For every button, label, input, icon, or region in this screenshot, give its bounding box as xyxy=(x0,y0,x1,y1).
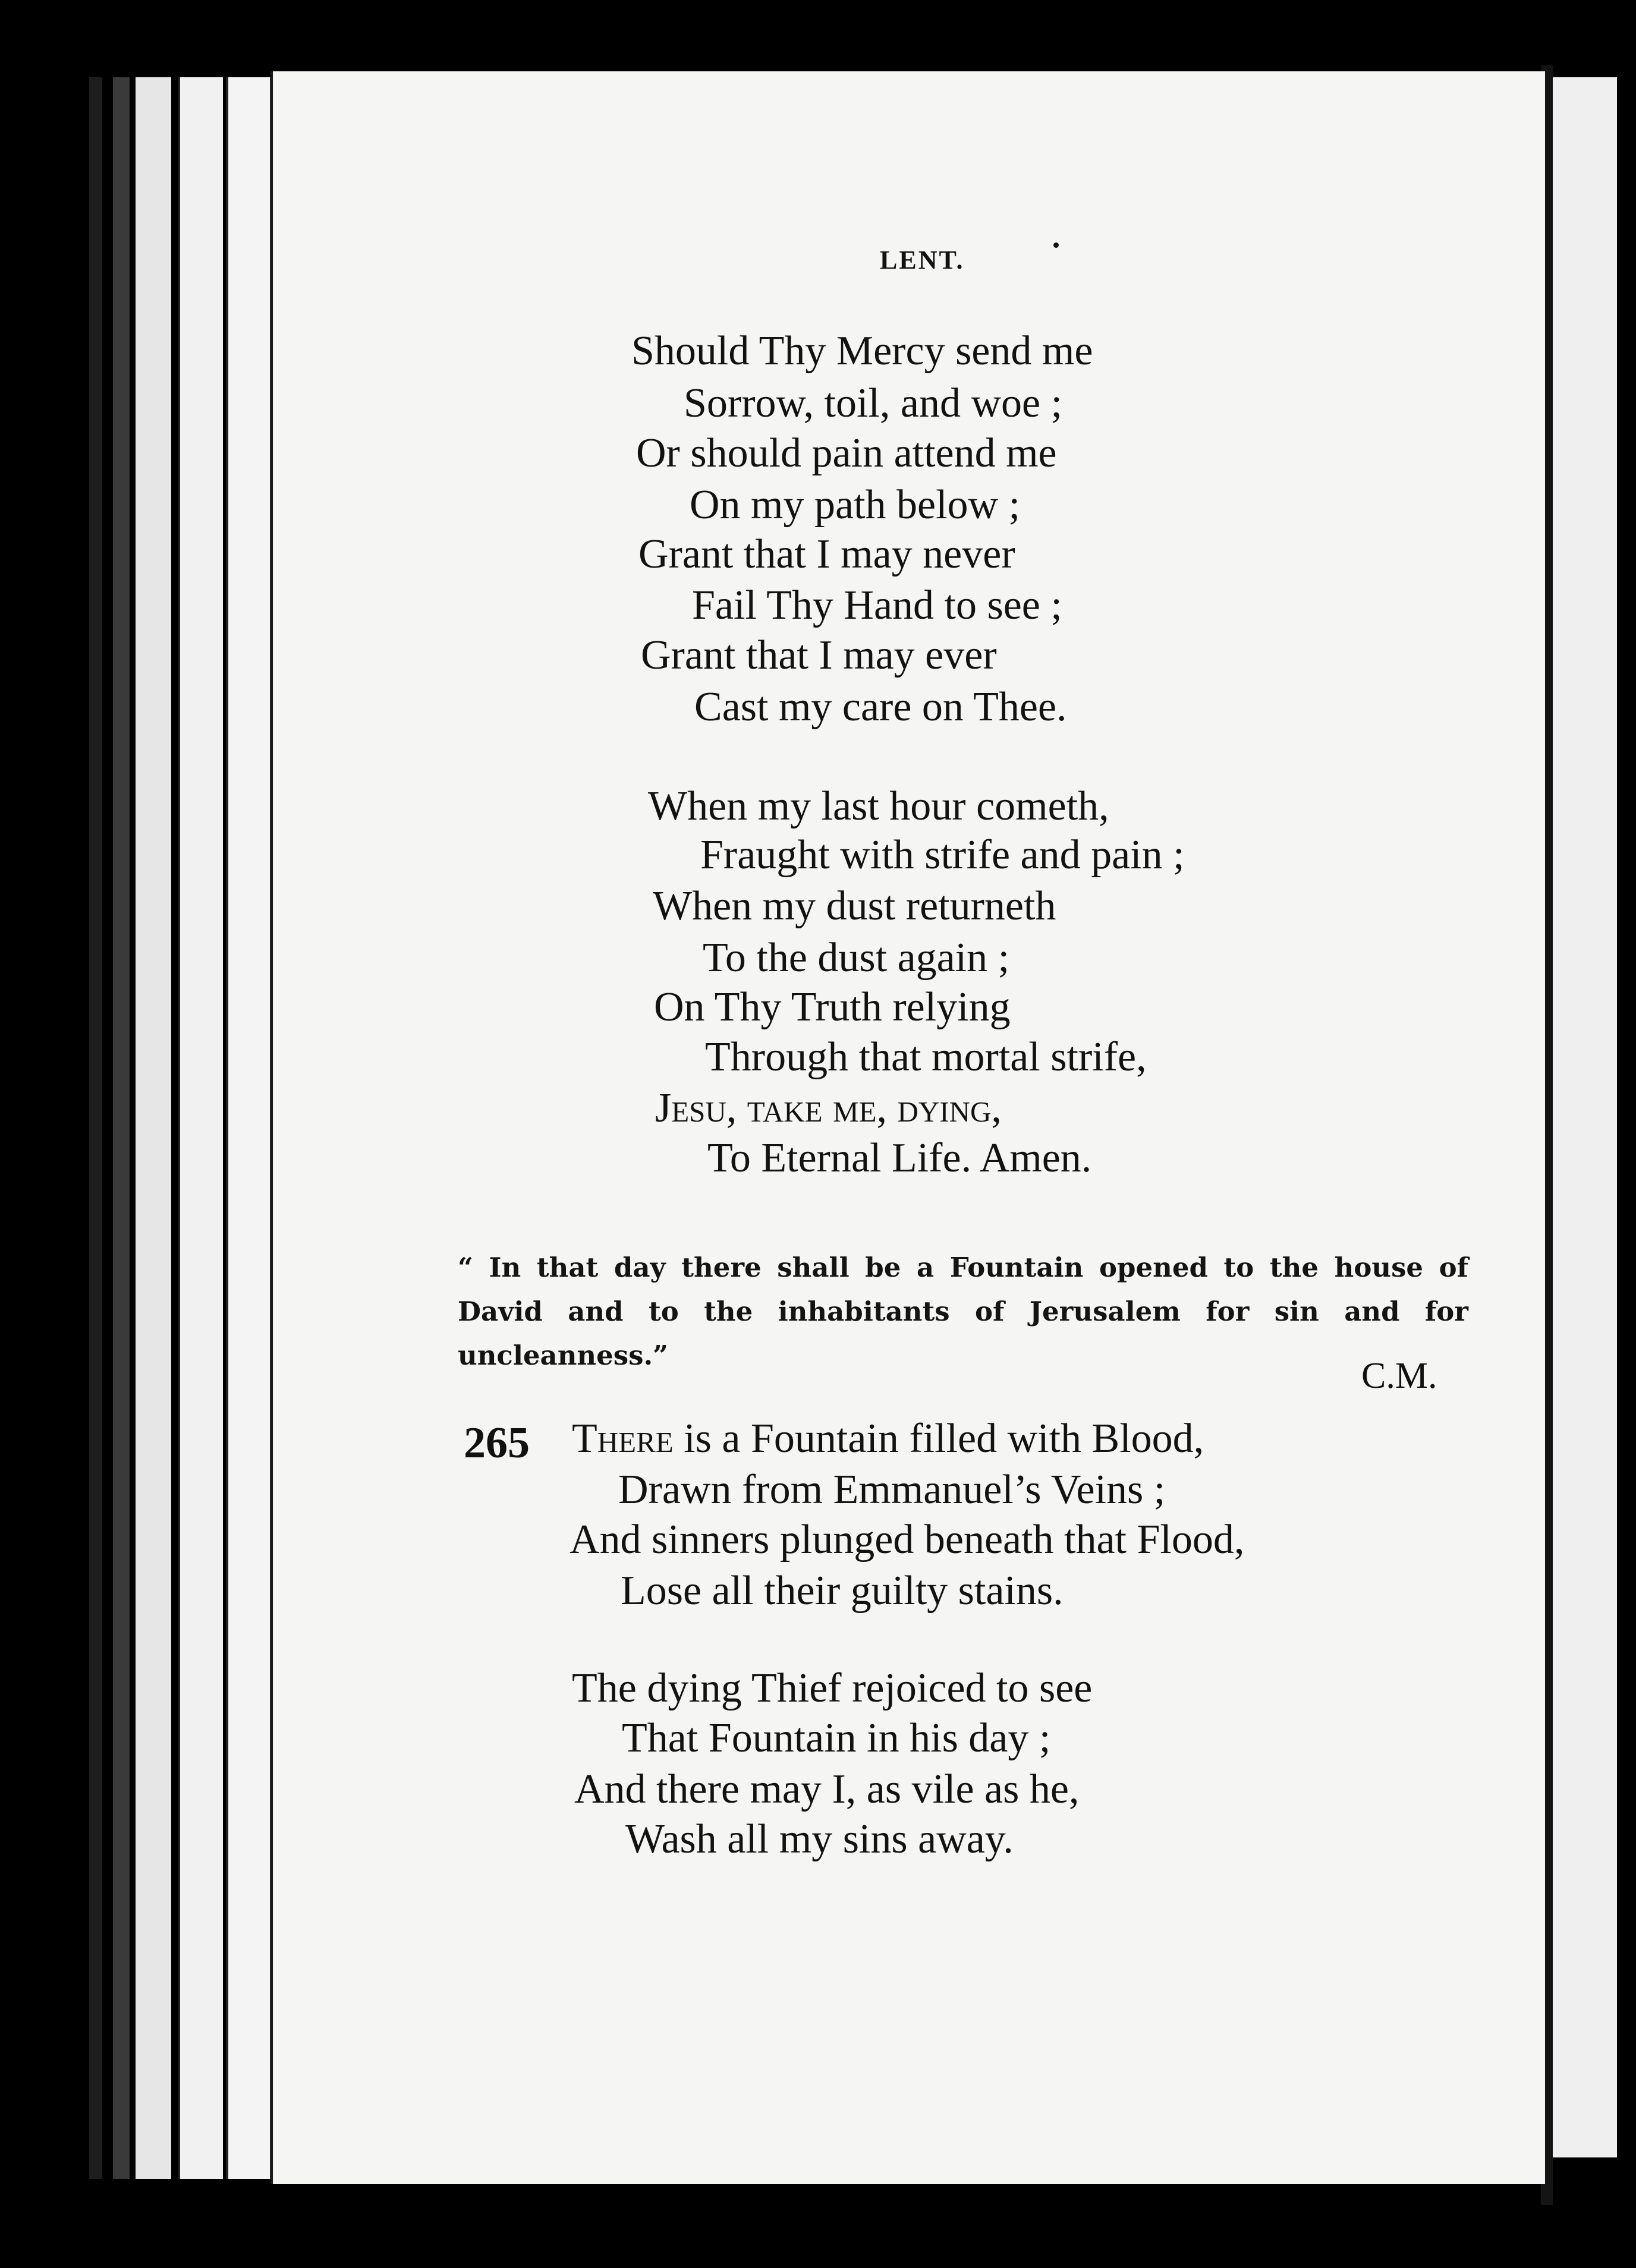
page-stack xyxy=(178,77,223,2179)
verse-line: Should Thy Mercy send me xyxy=(631,328,1093,374)
verse-line xyxy=(572,1418,1204,1460)
verse-line: Cast my care on Thee. xyxy=(694,684,1067,730)
verse-line: Fraught with strife and pain ; xyxy=(700,832,1185,878)
verse-line: The dying Thief rejoiced to see xyxy=(572,1665,1093,1711)
verse-line-rest: is a Fountain filled with Blood, xyxy=(673,1416,1204,1461)
verse-line: And there may I, as vile as he, xyxy=(574,1766,1080,1812)
verse-line: That Fountain in his day ; xyxy=(622,1715,1051,1761)
verse-line: Through that mortal strife, xyxy=(705,1034,1147,1080)
facing-page-edge xyxy=(1552,77,1617,2157)
verse-line: Grant that I may never xyxy=(638,531,1015,577)
verse-line: Lose all their guilty stains. xyxy=(621,1568,1064,1614)
page-stack xyxy=(226,77,272,2179)
running-header: LENT. xyxy=(880,245,965,275)
initial-word: There xyxy=(572,1416,674,1461)
page-stack xyxy=(136,77,171,2179)
ink-speck xyxy=(1053,242,1059,248)
book-edge xyxy=(113,77,130,2179)
verse-line: To Eternal Life. Amen. xyxy=(707,1135,1092,1181)
verse-line: When my last hour cometh, xyxy=(648,783,1109,829)
verse-line: Wash all my sins away. xyxy=(625,1816,1014,1862)
book-edge xyxy=(89,77,102,2179)
verse-line: Or should pain attend me xyxy=(636,430,1057,476)
verse-line: Fail Thy Hand to see ; xyxy=(692,582,1062,628)
verse-line: And sinners plunged beneath that Flood, xyxy=(570,1517,1245,1563)
verse-line: When my dust returneth xyxy=(653,883,1056,929)
verse-line: To the dust again ; xyxy=(703,935,1010,981)
verse-line: On Thy Truth relying xyxy=(654,984,1011,1030)
scripture-epigraph: “ In that day there shall be a Fountain opened to the house of David and to the inhabitants of Jerusalem for sin and for uncleanness.” xyxy=(458,1252,1468,1371)
hymn-number: 265 xyxy=(464,1419,530,1467)
verse-line: Sorrow, toil, and woe ; xyxy=(684,380,1063,426)
verse-line: Drawn from Emmanuel’s Veins ; xyxy=(618,1467,1166,1513)
meter-label: C.M. xyxy=(1361,1356,1437,1396)
verse-line: On my path below ; xyxy=(690,482,1021,528)
verse-line: Jesu, take me, dying, xyxy=(655,1085,1002,1131)
verse-line: Grant that I may ever xyxy=(641,632,997,678)
